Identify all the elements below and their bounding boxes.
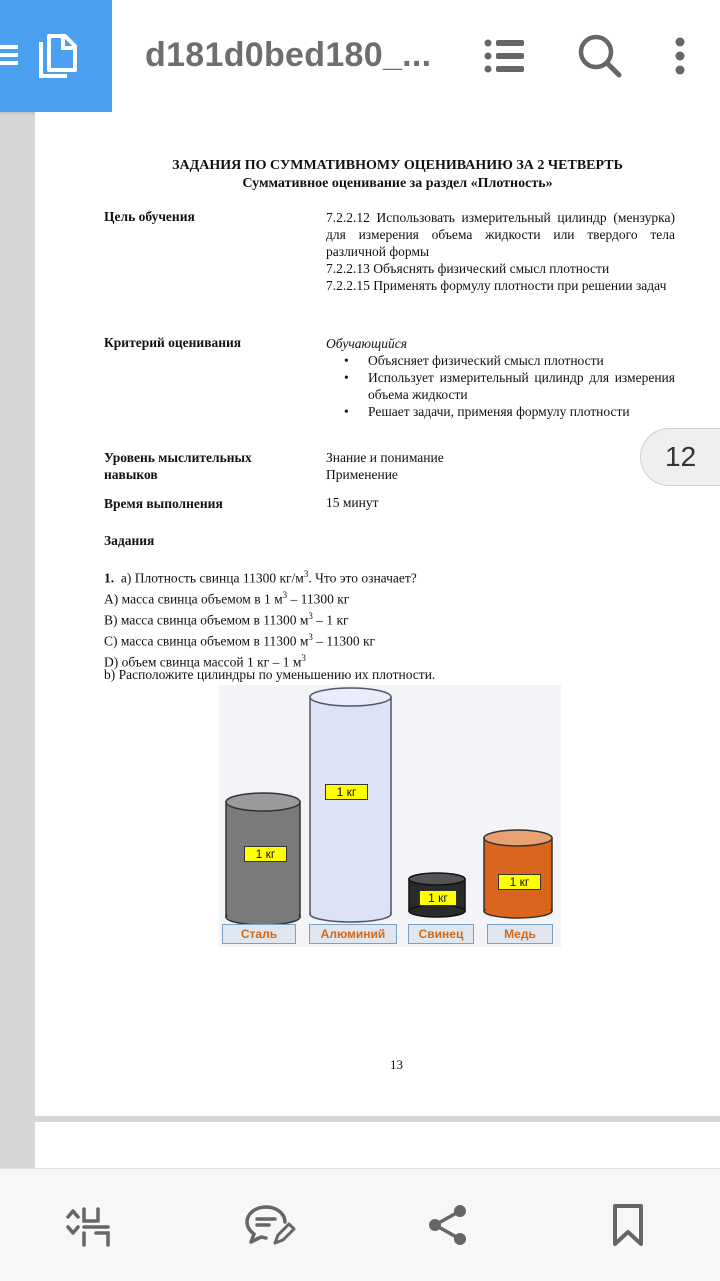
superscript: 3 — [303, 569, 309, 579]
top-app-bar — [0, 0, 720, 112]
question-1b: b) Расположите цилиндры по уменьшению их плотности. — [104, 667, 436, 682]
superscript: 3 — [308, 632, 313, 642]
document-title: d181d0bed180_... — [145, 36, 432, 74]
cylinders-figure — [219, 685, 561, 947]
label-aluminium: Алюминий — [309, 924, 397, 944]
label-lead: Свинец — [408, 924, 474, 944]
tasks-label: Задания — [104, 533, 155, 548]
level-value — [326, 449, 444, 483]
question-text: a) Плотность свинца 11300 кг/м — [120, 570, 304, 586]
share-icon[interactable] — [426, 1203, 470, 1247]
goal-text — [326, 209, 675, 294]
level-label-line: Уровень мыслительных — [104, 450, 252, 465]
label-steel: Сталь — [222, 924, 296, 944]
page-number: 13 — [390, 1057, 403, 1072]
goal-line: 7.2.2.13 Объяснять физический смысл плотности — [326, 261, 610, 276]
mass-label-aluminium: 1 кг — [325, 784, 368, 800]
document-button[interactable] — [0, 0, 112, 112]
comment-icon[interactable] — [244, 1203, 296, 1247]
document-icon — [37, 34, 79, 80]
option-b — [104, 608, 417, 629]
bookmark-icon[interactable] — [612, 1203, 644, 1247]
option-text: – 11300 кг — [312, 633, 376, 649]
criteria-item: • Объясняет физический смысл плотности — [326, 352, 675, 369]
cylinders-drawing — [219, 685, 561, 947]
time-label: Время выполнения — [104, 496, 223, 511]
option-c — [104, 629, 417, 650]
heading-main: ЗАДАНИЯ ПО СУММАТИВНОМУ ОЦЕНИВАНИЮ ЗА 2 ЧЕТВЕРТЬ — [172, 158, 623, 173]
mass-label-lead: 1 кг — [419, 890, 457, 906]
more-options-icon[interactable] — [672, 36, 688, 78]
goal-line: 7.2.2.15 Применять формулу плотности при решении задач — [326, 278, 667, 293]
search-icon[interactable] — [578, 34, 622, 78]
bottom-toolbar — [0, 1168, 720, 1281]
option-text: C) масса свинца объемом в 11300 м — [104, 633, 309, 649]
superscript: 3 — [282, 590, 288, 600]
question-1a — [104, 566, 417, 587]
option-text: B) масса свинца объемом в 11300 м — [104, 612, 309, 628]
question-text-tail: . Что это означает? — [308, 570, 417, 586]
question-1 — [104, 566, 417, 671]
time-value: 15 минут — [326, 495, 379, 510]
goal-label: Цель обучения — [104, 209, 195, 224]
goal-line: 7.2.2.12 Использовать измерительный цилиндр (мензурка) для измерения объема жидкости или твердого тела различной формы — [326, 210, 675, 259]
level-label — [104, 449, 252, 483]
menu-icon[interactable] — [0, 38, 22, 72]
option-text: D) объем свинца массой 1 кг – 1 м — [104, 654, 302, 670]
superscript: 3 — [308, 611, 313, 621]
label-copper: Медь — [487, 924, 553, 944]
heading-sub: Суммативное оценивание за раздел «Плотность» — [242, 176, 553, 191]
mass-label-steel: 1 кг — [244, 846, 287, 862]
option-text: A) масса свинца объемом в 1 м — [104, 591, 283, 607]
criteria-item: • Решает задачи, применяя формулу плотности — [326, 403, 675, 420]
criteria-text — [326, 335, 675, 420]
outline-list-icon[interactable] — [484, 38, 526, 74]
mass-label-copper: 1 кг — [498, 874, 541, 890]
option-text: – 1 кг — [312, 612, 349, 628]
level-label-line: навыков — [104, 467, 158, 482]
superscript: 3 — [301, 653, 306, 663]
level-value-line: Применение — [326, 467, 398, 482]
reflow-mode-icon[interactable] — [64, 1205, 112, 1249]
option-text: – 11300 кг — [287, 591, 350, 607]
level-value-line: Знание и понимание — [326, 450, 444, 465]
aluminium-cylinder — [310, 688, 391, 922]
option-a — [104, 587, 417, 608]
criteria-item: • Использует измерительный цилиндр для измерения объема жидкости — [326, 369, 675, 403]
document-page — [35, 112, 720, 1116]
current-page-badge[interactable] — [640, 428, 720, 486]
criteria-label: Критерий оценивания — [104, 335, 242, 350]
criteria-intro: Обучающийся — [326, 336, 408, 351]
current-page-number: 12 — [665, 441, 697, 472]
question-number: 1. — [104, 570, 115, 586]
